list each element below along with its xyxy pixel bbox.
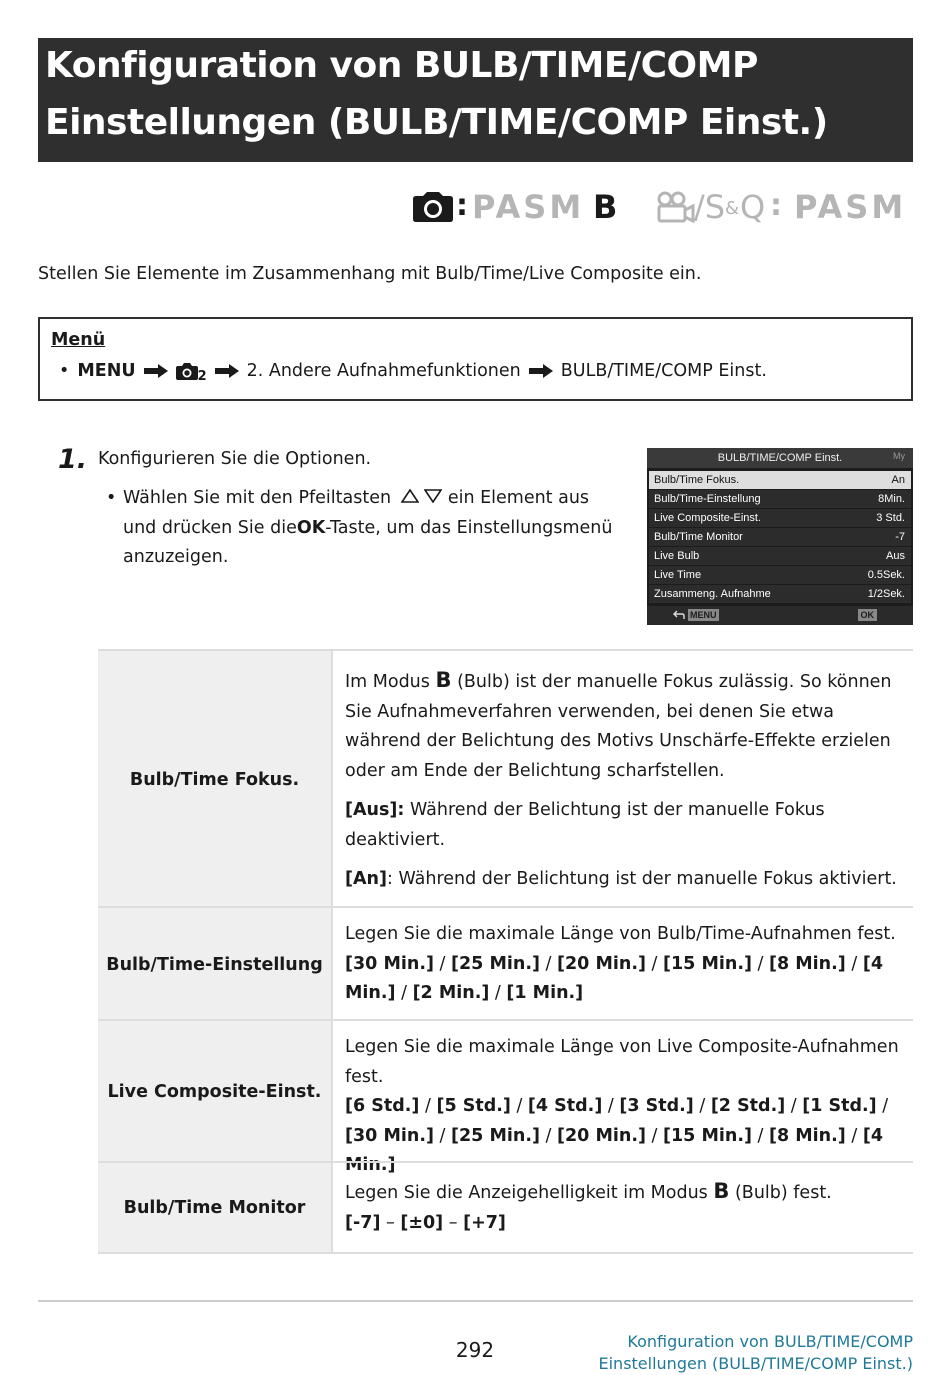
camera-menu-row-value: 3 Std. [876,512,905,524]
table-row-description [332,651,900,908]
camera-menu-title: BULB/TIME/COMP Einst. [717,452,843,464]
option-separator: / [645,1125,663,1146]
camera-menu-row-value: An [891,474,905,486]
option-value: [2 Std.] [710,1096,786,1116]
camera-menu-key: MENU [690,610,717,620]
row1-an-key: [An] [345,869,387,889]
page-title [38,38,913,162]
table-row-description [332,1021,900,1175]
option-value: [4 Min.] [345,1125,884,1175]
video-mode-sq-amp: & [725,198,740,219]
table-row [98,649,913,908]
step-bullet-pre: Wählen Sie mit den Pfeiltasten [123,488,392,508]
row1-aus-key: [Aus]: [345,800,405,820]
camera-menu-screenshot [647,448,913,625]
option-separator: / [539,953,557,974]
video-mode-sq-slash: /S [694,188,726,226]
menu-bullet: • [59,361,70,381]
option-value: [25 Min.] [451,1125,540,1146]
row4-range-max: [+7] [463,1212,506,1233]
option-value: [25 Min.] [451,953,540,974]
row1-an-text: : Während der Belichtung ist der manuelle Fokus aktiviert. [387,869,897,889]
table-row [98,1161,913,1254]
page-title-line-2: Einstellungen (BULB/TIME/COMP Einst.) [45,102,828,143]
video-camera-icon [656,191,696,223]
back-arrow-icon [673,610,685,620]
option-separator: / [419,1096,437,1116]
arrow-right-icon [215,364,239,378]
menu-key: MENU [77,361,136,381]
row4-range-min: [-7] [345,1212,381,1233]
camera-menu-row-value: 0.5Sek. [867,569,905,581]
camera-menu-row [649,528,911,546]
option-value: [5 Std.] [436,1096,511,1116]
video-mode-sq-q: Q [740,188,766,226]
option-separator: / [751,1125,769,1146]
camera-menu-row [649,547,911,565]
camera-menu-row-label: Zusammeng. Aufnahme [654,588,771,600]
row1-aus-text: Während der Belichtung ist der manuelle Fokus deaktiviert. [345,800,825,850]
page-number: 292 [455,1338,495,1362]
option-value: [8 Min.] [769,1125,846,1146]
arrow-right-icon [144,364,168,378]
camera-tab-number: 2 [197,368,207,384]
shooting-modes [410,186,913,228]
menu-path [59,361,767,384]
row2-options [345,950,900,1009]
menu-item: 2. Andere Aufnahmefunktionen [246,361,521,381]
option-value: [6 Std.] [345,1096,420,1116]
bulb-mode-symbol: B [435,668,452,692]
camera-menu-row [649,566,911,584]
menu-target: BULB/TIME/COMP Einst. [560,361,767,381]
option-separator: / [433,953,451,974]
row3-text: Legen Sie die maximale Länge von Live Composite-Aufnahmen fest. [345,1037,899,1087]
option-separator: / [602,1096,620,1116]
table-row-label: Bulb/Time Fokus. [98,651,331,908]
table-row-label: Bulb/Time Monitor [98,1163,331,1252]
table-row [98,906,913,1021]
arrow-down-icon [424,489,442,503]
video-modes: PASM [794,188,907,226]
page-title-line-1: Konfiguration von BULB/TIME/COMP [45,45,758,86]
row1-text-post: (Bulb) ist der manuelle Fokus zulässig. So können Sie Aufnahmeverfahren verwenden, bei denen Sie etwa während der Belichtung des Motivs Unschärfe-Effekte erzielen oder am Ende der Belichtung scharfstellen. [345,672,892,781]
footer-section-link[interactable] [599,1331,914,1375]
option-separator: / [693,1096,711,1116]
option-separator: / [645,953,663,974]
step-text: Konfigurieren Sie die Optionen. [98,449,372,469]
step-bullet-dot: • [106,488,117,508]
option-separator: / [489,983,507,1003]
step-bullet [108,484,613,573]
option-value: [8 Min.] [769,953,846,974]
camera-tab-icon [176,363,198,380]
camera-menu-row [649,509,911,527]
option-separator: / [539,1125,557,1146]
footer-link-line-2[interactable]: Einstellungen (BULB/TIME/COMP Einst.) [598,1354,913,1373]
option-value: [2 Min.] [412,983,490,1003]
table-row-description [332,908,900,1021]
option-value: [15 Min.] [663,1125,752,1146]
photo-mode-bulb: B [593,188,621,226]
row1-text-pre: Im Modus [345,672,430,692]
video-mode-separator: : [770,188,785,223]
camera-menu-row-value: 8Min. [878,493,905,505]
bulb-mode-symbol: B [713,1179,730,1203]
camera-menu-row-label: Live Bulb [654,550,700,562]
camera-menu-header [647,448,913,468]
row4-range-mid: [±0] [400,1212,444,1233]
option-value: [20 Min.] [557,953,646,974]
camera-ok-key: OK [858,609,878,621]
option-separator: / [785,1096,803,1116]
step-bullet-mid: ein Element aus und drücken Sie die [123,488,590,538]
ok-key: OK [296,517,326,538]
arrow-up-icon [401,489,419,503]
camera-menu-row [649,490,911,508]
footer-link-line-1[interactable]: Konfiguration von BULB/TIME/COMP [627,1332,913,1351]
camera-menu-row-label: Live Composite-Einst. [654,512,761,524]
option-value: [30 Min.] [345,1125,434,1146]
camera-icon [413,192,453,222]
camera-menu-row-label: Live Time [654,569,702,581]
camera-menu-row-value: 1/2Sek. [867,588,905,600]
table-row-description [332,1163,900,1252]
camera-menu-row [649,471,911,489]
step-bullet-post: -Taste, um das Einstellungsmenü anzuzeigen. [123,517,613,567]
camera-menu-my: My [893,451,905,461]
step-number: 1. [58,444,88,475]
row4-dash: – [386,1212,395,1233]
option-value: [1 Std.] [802,1096,877,1116]
option-value: [1 Min.] [506,983,584,1003]
table-row-label: Live Composite-Einst. [98,1021,331,1163]
camera-menu-row-value: Aus [886,550,905,562]
row4-text-pre: Legen Sie die Anzeigehelligkeit im Modus [345,1183,708,1203]
option-value: [4 Std.] [527,1096,603,1116]
camera-menu-row-label: Bulb/Time Fokus. [654,474,740,486]
row2-text: Legen Sie die maximale Länge von Bulb/Time-Aufnahmen fest. [345,924,896,944]
option-separator: / [433,1125,451,1146]
row4-text-post: (Bulb) fest. [734,1183,832,1203]
option-separator: / [845,953,863,974]
option-value: [4 Min.] [345,953,884,1003]
camera-menu-row-label: Bulb/Time-Einstellung [654,493,761,505]
menu-path-box [38,317,913,401]
photo-modes-inactive: PASM [472,188,585,226]
option-value: [30 Min.] [345,953,434,974]
photo-mode-separator: : [456,188,471,223]
option-separator: / [395,983,413,1003]
option-separator: / [751,953,769,974]
option-separator: / [876,1096,889,1116]
arrow-right-icon [529,364,553,378]
option-value: [20 Min.] [557,1125,646,1146]
table-row [98,1019,913,1175]
footer-divider [38,1300,913,1302]
camera-menu-row-label: Bulb/Time Monitor [654,531,743,543]
camera-menu-row-value: -7 [895,531,905,543]
camera-menu-row [649,585,911,603]
option-separator: / [845,1125,863,1146]
option-value: [15 Min.] [663,953,752,974]
table-row-label: Bulb/Time-Einstellung [98,908,331,1021]
option-value: [3 Std.] [619,1096,694,1116]
option-separator: / [510,1096,528,1116]
intro-text: Stellen Sie Elemente im Zusammenhang mit Bulb/Time/Live Composite ein. [38,264,702,284]
camera-menu-footer [647,606,913,625]
menu-label: Menü [51,330,106,350]
row4-dash: – [448,1212,458,1233]
